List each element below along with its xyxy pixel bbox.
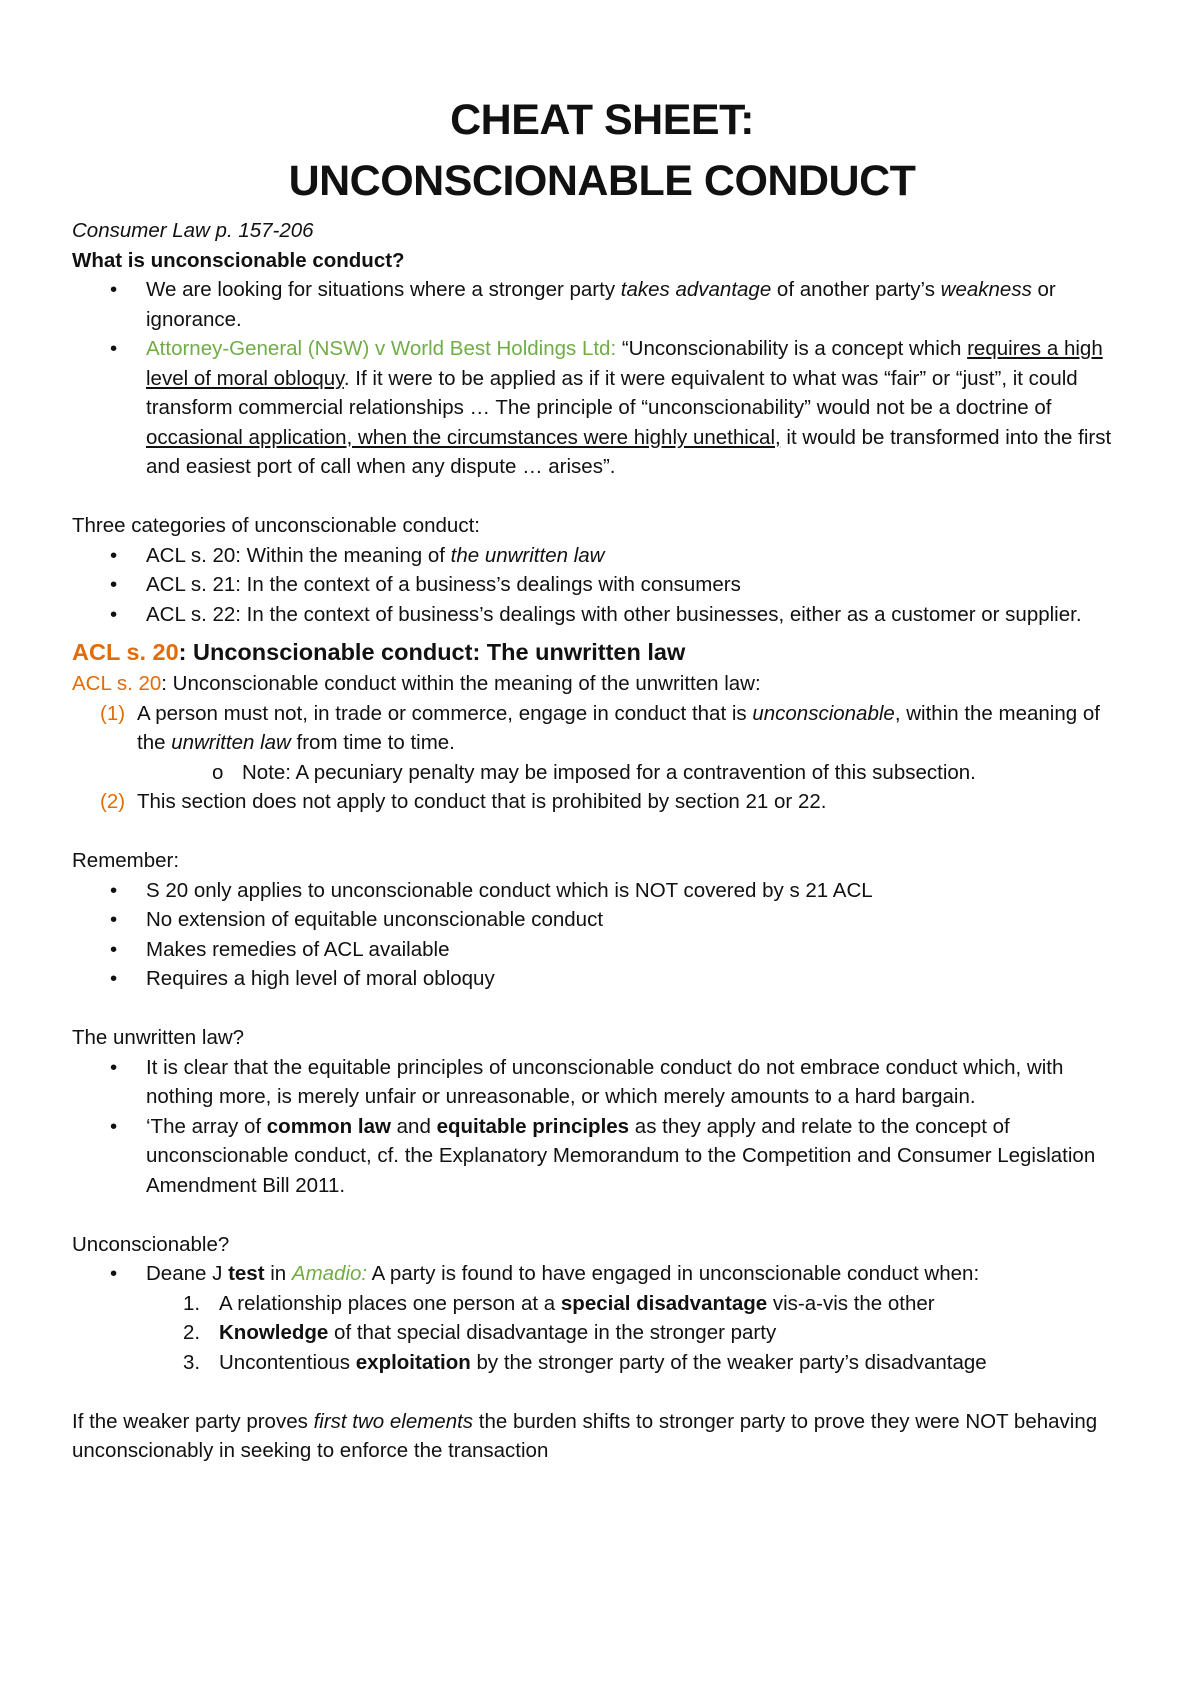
what-item-1	[72, 275, 1132, 334]
unwritten-list	[72, 1053, 1132, 1201]
item-number: 2.	[183, 1321, 201, 1344]
element-item-2	[72, 1318, 1132, 1348]
text: . If it were to be applied as if it were equivalent to what was “fair” or “just”, it could transform commercial relationships … The principle of “unconscionability” would not be a doctrine of	[146, 366, 1078, 419]
category-item-3: • ACL s. 22: In the context of business’s dealings with other businesses, either as a customer or supplier.	[72, 600, 1132, 630]
section-20-heading	[72, 635, 1132, 669]
text: ‘The array of	[146, 1114, 267, 1138]
text: We are looking for situations where a stronger party	[146, 278, 621, 301]
source-text: Consumer Law p. 157-206	[72, 219, 314, 242]
subsection-number: (2)	[100, 790, 126, 813]
subsection-number: (1)	[100, 701, 126, 725]
what-item-2	[72, 334, 1132, 482]
unwritten-law-heading: The unwritten law?	[72, 1026, 245, 1049]
bold-text: equitable principles	[436, 1114, 630, 1138]
text: in	[264, 1262, 292, 1285]
section-ref: ACL s. 20	[72, 639, 179, 665]
text: or ignorance.	[146, 278, 1056, 331]
emphasis: the unwritten law	[450, 543, 605, 567]
subsection-1	[72, 699, 1132, 758]
remember-item: • Makes remedies of ACL available	[72, 935, 1132, 965]
text: and	[390, 1114, 437, 1138]
text: This section does not apply to conduct that is prohibited by section 21 or 22.	[137, 790, 827, 813]
bold-text: special disadvantage	[560, 1291, 768, 1315]
final-paragraph	[72, 1407, 1132, 1466]
remember-list	[72, 876, 1132, 994]
remember-item: • No extension of equitable unconscionable conduct	[72, 905, 1132, 935]
text: A relationship places one person at a	[219, 1291, 561, 1315]
elements-list	[72, 1289, 1132, 1378]
amadio-item	[72, 1259, 1132, 1289]
text: from time to time.	[290, 731, 455, 754]
title-line-1: CHEAT SHEET:	[450, 96, 754, 144]
text: it would be transformed into the first and easiest port of call when any dispute … arises”.	[146, 425, 1112, 478]
subsection-2	[72, 787, 1132, 817]
underlined-text: requires a high level of moral obloquy	[146, 337, 1103, 390]
emphasis: takes advantage	[620, 278, 772, 301]
element-item-3	[72, 1348, 1132, 1378]
emphasis: unwritten law	[171, 731, 291, 754]
categories-list	[72, 541, 1132, 630]
item-number: 1.	[183, 1291, 201, 1315]
text: of another party’s	[771, 278, 941, 301]
emphasis: unconscionable	[752, 701, 895, 725]
remember-item: • S 20 only applies to unconscionable conduct which is NOT covered by s 21 ACL	[72, 876, 1132, 906]
what-list	[72, 275, 1132, 482]
text: A person must not, in trade or commerce, engage in conduct that is	[137, 701, 753, 725]
remember-heading: Remember:	[72, 849, 180, 872]
title-line-2: UNCONSCIONABLE CONDUCT	[288, 157, 916, 205]
subsection-note: o Note: A pecuniary penalty may be imposed for a contravention of this subsection.	[72, 758, 1132, 788]
document-page	[72, 90, 1132, 1466]
category-item-1	[72, 541, 1132, 571]
what-heading	[72, 246, 1132, 276]
section-20-intro	[72, 669, 1132, 699]
text: ACL s. 20: Within the meaning of	[146, 543, 451, 567]
text: A party is found to have engaged in unconscionable conduct when:	[367, 1262, 980, 1285]
text: vis-a-vis the other	[767, 1291, 935, 1315]
text: Uncontentious	[219, 1350, 356, 1374]
emphasis: weakness	[940, 278, 1032, 301]
text: If the weaker party proves	[72, 1409, 314, 1433]
unconscionable-heading: Unconscionable?	[72, 1232, 230, 1256]
bold-text: exploitation	[355, 1350, 471, 1374]
unwritten-item-2	[72, 1112, 1132, 1201]
amadio-list	[72, 1259, 1132, 1289]
text: as they apply and relate to the concept of unconscionable conduct, cf. the Explanatory Memorandum to the Competition and Consumer Legislation Amendment Bill 2011.	[146, 1114, 1096, 1197]
bold-text: common law	[266, 1114, 391, 1138]
text: by the stronger party of the weaker party’s disadvantage	[470, 1350, 987, 1374]
bold-text: test	[228, 1262, 265, 1285]
text: the burden shifts to stronger party to prove they were NOT behaving unconscionably in seeking to enforce the transaction	[72, 1409, 1098, 1462]
element-item-1	[72, 1289, 1132, 1319]
text: of that special disadvantage in the stronger party	[328, 1321, 777, 1344]
underlined-text: occasional application, when the circumstances were highly unethical,	[146, 425, 781, 449]
bold-text: Knowledge	[219, 1321, 329, 1344]
source-reference	[72, 216, 1132, 246]
text: Deane J	[146, 1262, 229, 1285]
emphasis: first two elements	[313, 1409, 474, 1433]
category-item-2: • ACL s. 21: In the context of a business’s dealings with consumers	[72, 570, 1132, 600]
heading-text: : Unconscionable conduct: The unwritten law	[178, 639, 686, 665]
three-categories-heading: Three categories of unconscionable conduct:	[72, 514, 480, 537]
item-number: 3.	[183, 1350, 201, 1374]
text: “Unconscionability is a concept which	[616, 337, 968, 360]
unwritten-item-1: • It is clear that the equitable principles of unconscionable conduct do not embrace conduct which, with nothing more, is merely unfair or unreasonable, or which merely amounts to a hard bargain.	[72, 1053, 1132, 1112]
text: : Unconscionable conduct within the meaning of the unwritten law:	[161, 672, 761, 695]
section-ref: ACL s. 20	[72, 672, 162, 695]
case-name: Amadio:	[291, 1262, 368, 1285]
text: , within the meaning of the	[137, 701, 1100, 754]
case-name: Attorney-General (NSW) v World Best Holdings Ltd:	[146, 337, 617, 360]
what-heading-text: What is unconscionable conduct?	[72, 248, 405, 272]
remember-item: • Requires a high level of moral obloquy	[72, 964, 1132, 994]
